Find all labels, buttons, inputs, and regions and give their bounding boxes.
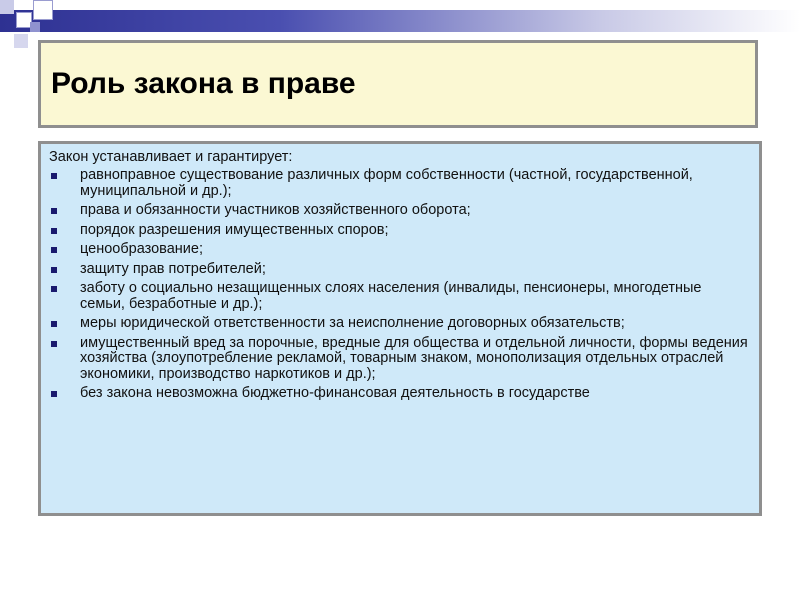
decorative-square <box>0 0 14 14</box>
decorative-square <box>33 0 53 20</box>
square-bullet-icon <box>51 173 57 179</box>
content-box <box>38 141 762 516</box>
list-item <box>49 262 749 278</box>
decorative-square <box>30 22 40 32</box>
list-item-text: порядок разрешения имущественных споров; <box>80 221 389 238</box>
list-item-text: без закона невозможна бюджетно-финансовая деятельность в государстве <box>80 385 590 401</box>
square-bullet-icon <box>51 267 57 273</box>
decorative-header-band <box>0 10 800 32</box>
list-item <box>49 242 749 258</box>
list-item <box>49 316 749 332</box>
list-item <box>49 203 749 219</box>
intro-text: Закон устанавливает и гарантирует: <box>49 149 293 165</box>
list-item <box>49 386 749 402</box>
list-item-text: ценообразование; <box>80 241 203 257</box>
square-bullet-icon <box>51 286 57 292</box>
bullet-list <box>49 168 749 402</box>
square-bullet-icon <box>51 208 57 214</box>
list-item <box>49 168 749 199</box>
list-item-text: защиту прав потребителей; <box>80 260 266 277</box>
list-item <box>49 223 749 239</box>
list-item <box>49 336 749 383</box>
square-bullet-icon <box>51 341 57 347</box>
list-item-text: заботу о социально незащищенных слоях населения (инвалиды, пенсионеры, многодетные семьи, безработные и др.); <box>80 280 702 312</box>
square-bullet-icon <box>51 391 57 397</box>
title-box <box>38 40 758 128</box>
square-bullet-icon <box>51 228 57 234</box>
list-item <box>49 281 749 312</box>
square-bullet-icon <box>51 321 57 327</box>
list-item-text: права и обязанности участников хозяйственного оборота; <box>80 202 471 218</box>
square-bullet-icon <box>51 247 57 253</box>
decorative-square <box>14 34 28 48</box>
list-item-text: равноправное существование различных форм собственности (частной, государственной, муниципальной и др.); <box>80 167 693 199</box>
list-item-text: имущественный вред за порочные, вредные для общества и отдельной личности, формы ведения хозяйства (злоупотребление рекламой, товарным знаком, монополизация отдельных отраслей экономики, производство наркотиков и др.); <box>80 334 748 382</box>
slide-title: Роль закона в праве <box>51 67 356 100</box>
list-item-text: меры юридической ответственности за неисполнение договорных обязательств; <box>80 315 625 331</box>
